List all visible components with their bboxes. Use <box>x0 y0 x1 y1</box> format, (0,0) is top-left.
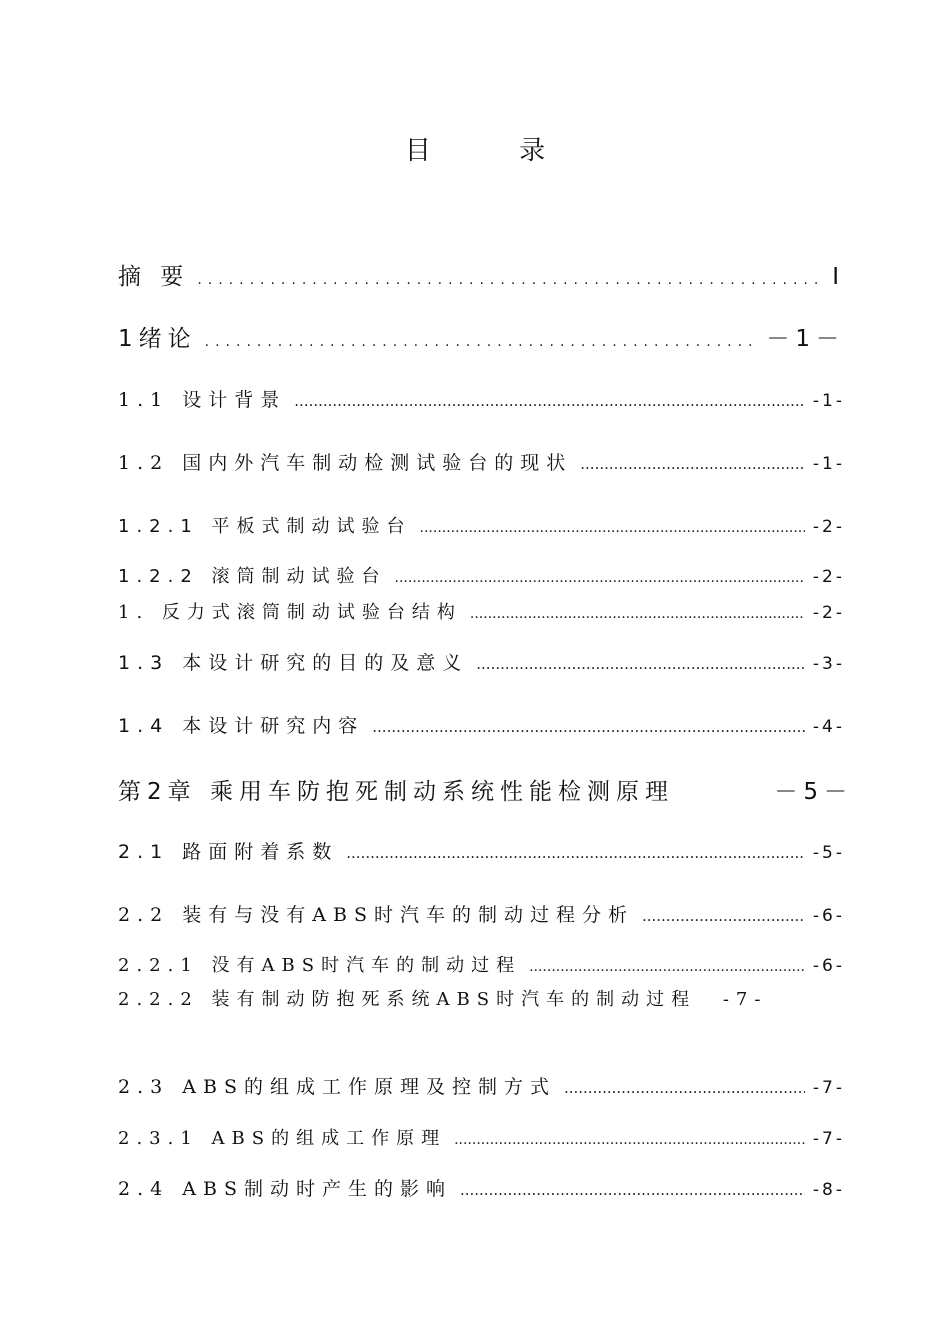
toc-entry[interactable] <box>118 773 853 806</box>
toc-entry-label: 1绪论 <box>118 326 197 352</box>
toc-entry-label: 1.2.2 滚筒制动试验台 <box>118 566 387 587</box>
leader-dots <box>294 392 805 410</box>
leader-dots <box>395 570 805 586</box>
toc-entry[interactable] <box>118 985 853 1015</box>
toc-entry-page: -6- <box>812 906 845 926</box>
toc-entry-page: -2- <box>812 517 845 537</box>
toc-entry[interactable] <box>118 385 845 412</box>
toc-entry-page: -8- <box>812 1180 845 1200</box>
toc-entry[interactable] <box>118 711 845 738</box>
toc-entry-page: -7- <box>722 989 768 1010</box>
leader-dots <box>529 959 805 975</box>
toc-entry-label: 1.1 设计背景 <box>118 389 287 411</box>
toc-entry[interactable] <box>118 837 845 864</box>
toc-entry-label: 2.4 ABS制动时产生的影响 <box>118 1178 452 1200</box>
leader-dots <box>564 1079 805 1097</box>
toc-entry[interactable] <box>118 1124 845 1150</box>
leader-dots <box>460 1181 805 1199</box>
toc-entry-page: -1- <box>812 454 845 474</box>
toc-entry-label: 2.2.1 没有ABS时汽车的制动过程 <box>118 955 522 976</box>
leader-dots <box>642 907 805 925</box>
page-title: 目 录 <box>404 136 586 166</box>
toc-entry-label: 第2章 乘用车防抱死制动系统性能检测原理 <box>118 779 674 805</box>
toc-entry[interactable] <box>118 1174 845 1201</box>
toc-entry-label: 1.4 本设计研究内容 <box>118 715 365 737</box>
leader-dots <box>372 718 805 736</box>
toc-entry-page: I <box>832 264 845 290</box>
toc-entry-page: -2- <box>812 603 845 623</box>
toc-entry-page: -6- <box>812 956 845 976</box>
toc-entry-page: －5－ <box>774 779 853 805</box>
leader-dots <box>454 1132 805 1148</box>
toc-entry[interactable] <box>118 648 845 675</box>
toc-entry-page: -3- <box>812 654 845 674</box>
toc-entry-page: -2- <box>812 567 845 587</box>
toc-entry[interactable] <box>118 598 845 624</box>
toc-entry-label: 1.2 国内外汽车制动检测试验台的现状 <box>118 452 573 474</box>
toc-entry-label: 2.2 装有与没有ABS时汽车的制动过程分析 <box>118 904 634 926</box>
toc-entry-label: 1. 反力式滚筒制动试验台结构 <box>118 602 462 623</box>
leader-dots <box>197 272 824 288</box>
toc-entry[interactable] <box>118 1072 845 1099</box>
leader-dots <box>476 655 805 673</box>
toc-entry-label: 2.2.2 装有制动防抱死系统ABS时汽车的制动过程 <box>118 989 697 1010</box>
toc-entry-label: 2.1 路面附着系数 <box>118 841 339 863</box>
toc-entry[interactable] <box>118 512 845 538</box>
toc-entry-page: -4- <box>812 717 845 737</box>
toc-entry[interactable] <box>118 448 845 475</box>
toc-entry[interactable] <box>118 951 845 977</box>
toc-entry-label: 1.2.1 平板式制动试验台 <box>118 516 412 537</box>
toc-entry[interactable] <box>118 320 845 353</box>
leader-dots <box>470 606 805 622</box>
toc-entry-page: -7- <box>812 1129 845 1149</box>
toc-entry[interactable] <box>118 900 845 927</box>
toc-entry[interactable] <box>118 562 845 588</box>
leader-dots <box>205 334 759 350</box>
toc-entry-label: 2.3.1 ABS的组成工作原理 <box>118 1128 447 1149</box>
leader-dots <box>346 844 805 862</box>
toc-entry-page: -7- <box>812 1078 845 1098</box>
leader-dots <box>420 520 805 536</box>
toc-entry-page: -5- <box>812 843 845 863</box>
toc-entry-label: 2.3 ABS的组成工作原理及控制方式 <box>118 1076 556 1098</box>
toc-entry[interactable] <box>118 258 845 291</box>
toc-entry-page: -1- <box>812 391 845 411</box>
leader-dots <box>580 455 805 473</box>
toc-entry-label: 1.3 本设计研究的目的及意义 <box>118 652 469 674</box>
toc-entry-label: 摘 要 <box>118 264 190 290</box>
toc-entry-page: －1－ <box>766 326 845 352</box>
